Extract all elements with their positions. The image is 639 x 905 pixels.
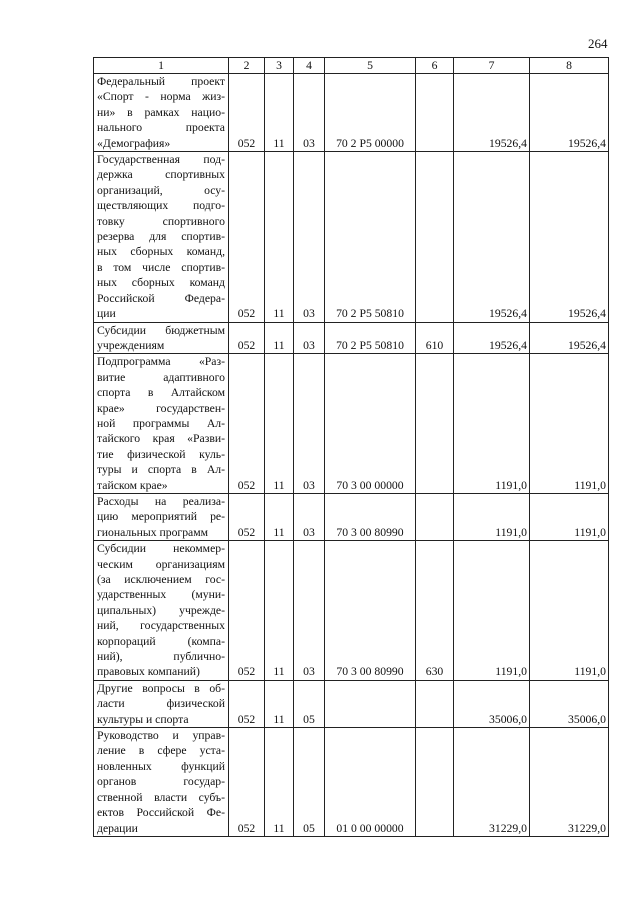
- row-name-line: ных сборных команд: [97, 276, 225, 290]
- row-name-cell: [94, 354, 229, 494]
- row-name-line: ции: [97, 307, 116, 321]
- amount-col8-cell: 19526,4: [530, 152, 609, 322]
- row-name-line: цию мероприятий ре-: [97, 510, 225, 524]
- expense-type-cell: [416, 728, 454, 837]
- row-name-line: ципальных) учрежде-: [97, 603, 225, 617]
- target-article-cell: 70 3 00 00000: [325, 354, 416, 494]
- admin-code-cell: 052: [229, 680, 265, 727]
- section-code-cell: 11: [265, 354, 294, 494]
- row-name-line: новленных функций: [97, 759, 225, 773]
- row-name-line: «Спорт - норма жиз-: [97, 90, 225, 104]
- admin-code-cell: 052: [229, 541, 265, 681]
- column-header: 1: [94, 58, 229, 74]
- row-name-line: органов государ-: [97, 775, 225, 789]
- amount-col8-cell: 35006,0: [530, 680, 609, 727]
- row-name-line: ни» в рамках нацио-: [97, 105, 225, 119]
- amount-col8-cell: 1191,0: [530, 541, 609, 681]
- row-name-line: ектов Российской Фе-: [97, 806, 225, 820]
- column-header: 4: [294, 58, 325, 74]
- row-name-line: резерва для спортив-: [97, 230, 225, 244]
- row-name-line: ной программы Ал-: [97, 416, 225, 430]
- target-article-cell: 70 3 00 80990: [325, 493, 416, 540]
- subsection-code-cell: 03: [294, 541, 325, 681]
- amount-col8-cell: 1191,0: [530, 354, 609, 494]
- row-name-line: держка спортивных: [97, 168, 225, 182]
- subsection-code-cell: 03: [294, 74, 325, 152]
- row-name-line: организаций, осу-: [97, 183, 225, 197]
- row-name-line: Федеральный проект: [97, 75, 225, 88]
- admin-code-cell: 052: [229, 728, 265, 837]
- target-article-cell: 70 2 Р5 50810: [325, 322, 416, 354]
- subsection-code-cell: 03: [294, 493, 325, 540]
- amount-col7-cell: 1191,0: [454, 354, 530, 494]
- row-name-cell: [94, 541, 229, 681]
- target-article-cell: 01 0 00 00000: [325, 728, 416, 837]
- amount-col7-cell: 1191,0: [454, 493, 530, 540]
- section-code-cell: 11: [265, 728, 294, 837]
- row-name-line: Другие вопросы в об-: [97, 681, 225, 695]
- row-name-line: ударственных (муни-: [97, 588, 225, 602]
- row-name-cell: [94, 322, 229, 354]
- column-header: 3: [265, 58, 294, 74]
- row-name-line: туры и спорта в Ал-: [97, 463, 225, 477]
- row-name-cell: [94, 728, 229, 837]
- row-name-cell: [94, 152, 229, 322]
- column-header: 2: [229, 58, 265, 74]
- amount-col7-cell: 1191,0: [454, 541, 530, 681]
- row-name-line: Субсидии некоммер-: [97, 542, 225, 556]
- row-name-line: тайском крае»: [97, 478, 168, 492]
- column-header: 6: [416, 58, 454, 74]
- admin-code-cell: 052: [229, 152, 265, 322]
- section-code-cell: 11: [265, 680, 294, 727]
- table-body: [94, 74, 609, 837]
- amount-col7-cell: 35006,0: [454, 680, 530, 727]
- expense-type-cell: 630: [416, 541, 454, 681]
- column-header: 7: [454, 58, 530, 74]
- table-row: [94, 680, 609, 727]
- subsection-code-cell: 03: [294, 354, 325, 494]
- row-name-line: ческим организациям: [97, 557, 225, 571]
- target-article-cell: 70 2 Р5 50810: [325, 152, 416, 322]
- subsection-code-cell: 03: [294, 322, 325, 354]
- row-name-line: нального проекта: [97, 121, 225, 135]
- table-row: [94, 354, 609, 494]
- row-name-line: учреждениям: [97, 338, 165, 352]
- expense-type-cell: 610: [416, 322, 454, 354]
- section-code-cell: 11: [265, 74, 294, 152]
- section-code-cell: 11: [265, 322, 294, 354]
- subsection-code-cell: 05: [294, 680, 325, 727]
- row-name-line: Подпрограмма «Раз-: [97, 355, 225, 369]
- row-name-line: тайского края «Разви-: [97, 432, 225, 446]
- row-name-line: (за исключением гос-: [97, 573, 225, 586]
- row-name-line: ний), публично-: [97, 650, 225, 664]
- table-row: [94, 493, 609, 540]
- admin-code-cell: 052: [229, 74, 265, 152]
- row-name-line: ществляющих подго-: [97, 199, 225, 213]
- row-name-line: ление в сфере уста-: [97, 744, 225, 758]
- table-row: [94, 74, 609, 152]
- row-name-line: Государственная под-: [97, 153, 225, 167]
- table-row: [94, 322, 609, 354]
- amount-col7-cell: 31229,0: [454, 728, 530, 837]
- admin-code-cell: 052: [229, 322, 265, 354]
- column-header: 8: [530, 58, 609, 74]
- row-name-line: ний, государственных: [97, 619, 225, 633]
- row-name-line: корпораций (компа-: [97, 634, 225, 648]
- target-article-cell: 70 2 Р5 00000: [325, 74, 416, 152]
- row-name-line: товку спортивного: [97, 214, 225, 228]
- row-name-cell: [94, 493, 229, 540]
- row-name-line: Российской Федера-: [97, 291, 225, 305]
- row-name-line: в том числе спортив-: [97, 260, 225, 274]
- row-name-line: дерации: [97, 821, 138, 835]
- target-article-cell: [325, 680, 416, 727]
- admin-code-cell: 052: [229, 493, 265, 540]
- row-name-line: культуры и спорта: [97, 712, 189, 726]
- row-name-line: спорта в Алтайском: [97, 386, 225, 400]
- expense-type-cell: [416, 493, 454, 540]
- table-row: [94, 728, 609, 837]
- section-code-cell: 11: [265, 493, 294, 540]
- row-name-line: «Демография»: [97, 136, 171, 150]
- section-code-cell: 11: [265, 541, 294, 681]
- row-name-line: правовых компаний): [97, 665, 200, 679]
- row-name-line: Расходы на реализа-: [97, 494, 225, 508]
- row-name-line: витие адаптивного: [97, 370, 225, 384]
- header-row: [94, 58, 609, 74]
- row-name-cell: [94, 680, 229, 727]
- table-row: [94, 152, 609, 322]
- expense-type-cell: [416, 152, 454, 322]
- budget-table: [93, 57, 609, 837]
- section-code-cell: 11: [265, 152, 294, 322]
- page-number: 264: [588, 36, 608, 51]
- row-name-line: ственной власти субъ-: [97, 790, 225, 804]
- amount-col8-cell: 31229,0: [530, 728, 609, 837]
- expense-type-cell: [416, 680, 454, 727]
- table-row: [94, 541, 609, 681]
- row-name-line: тие физической куль-: [97, 447, 225, 461]
- row-name-cell: [94, 74, 229, 152]
- expense-type-cell: [416, 74, 454, 152]
- amount-col8-cell: 19526,4: [530, 322, 609, 354]
- amount-col7-cell: 19526,4: [454, 152, 530, 322]
- row-name-line: ласти физической: [97, 697, 225, 711]
- expense-type-cell: [416, 354, 454, 494]
- column-header: 5: [325, 58, 416, 74]
- row-name-line: Субсидии бюджетным: [97, 323, 225, 337]
- amount-col7-cell: 19526,4: [454, 74, 530, 152]
- row-name-line: ных сборных команд,: [97, 245, 225, 259]
- admin-code-cell: 052: [229, 354, 265, 494]
- amount-col8-cell: 1191,0: [530, 493, 609, 540]
- amount-col8-cell: 19526,4: [530, 74, 609, 152]
- row-name-line: Руководство и управ-: [97, 729, 225, 743]
- target-article-cell: 70 3 00 80990: [325, 541, 416, 681]
- row-name-line: крае» государствен-: [97, 401, 225, 415]
- row-name-line: гиональных программ: [97, 525, 209, 539]
- amount-col7-cell: 19526,4: [454, 322, 530, 354]
- subsection-code-cell: 03: [294, 152, 325, 322]
- subsection-code-cell: 05: [294, 728, 325, 837]
